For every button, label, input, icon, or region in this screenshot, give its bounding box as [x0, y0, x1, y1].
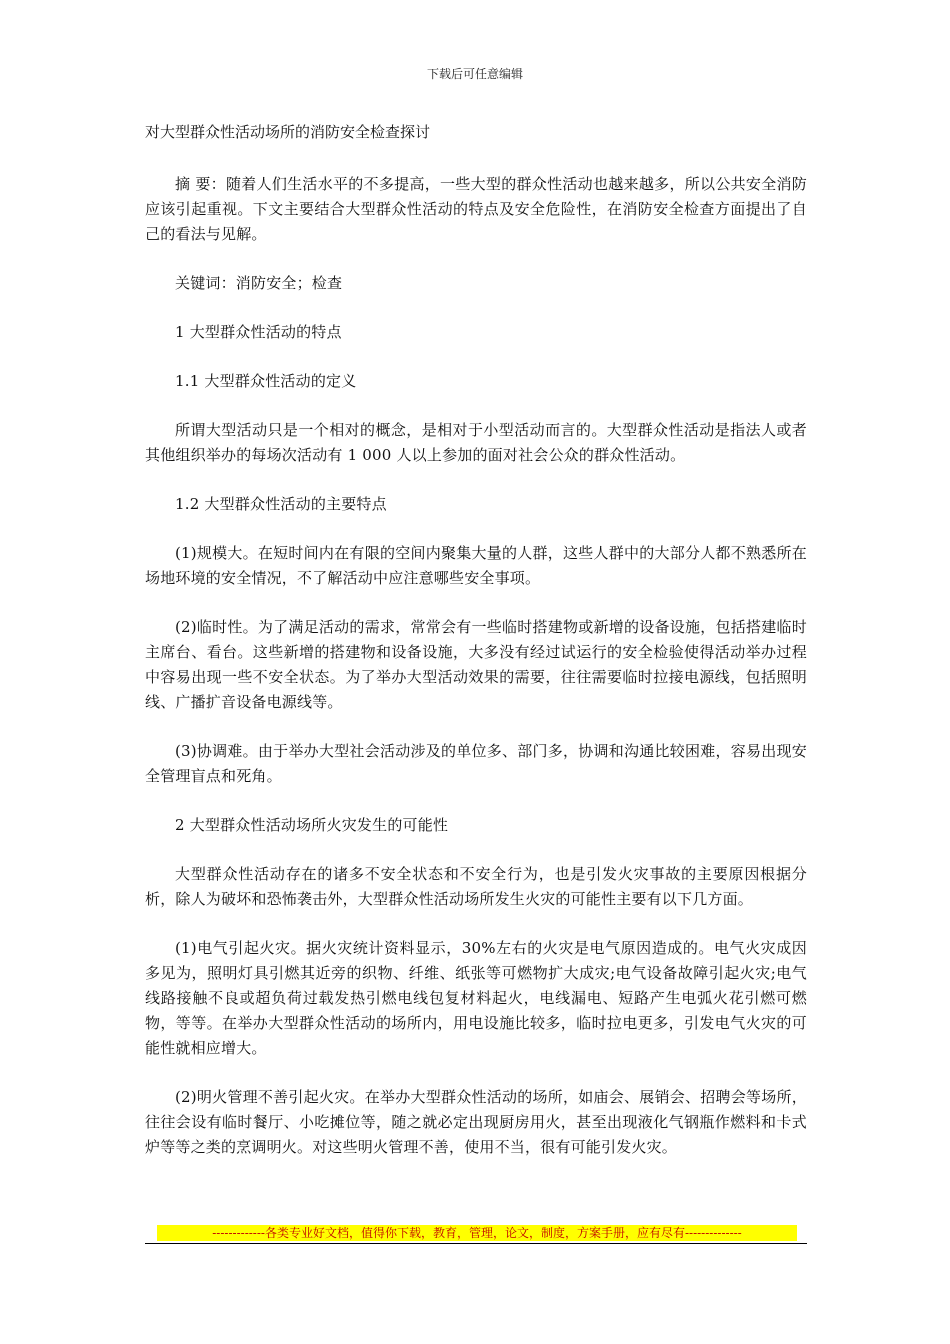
body-paragraph: 大型群众性活动存在的诸多不安全状态和不安全行为，也是引发火灾事故的主要原因根据分析，除人为破坏和恐怖袭击外，大型群众性活动场所发生火灾的可能性主要有以下几方面。 — [145, 865, 807, 908]
body-paragraph: (1)规模大。在短时间内在有限的空间内聚集大量的人群，这些人群中的大部分人都不熟悉所在场地环境的安全情况，不了解活动中应注意哪些安全事项。 — [145, 544, 807, 587]
footer-banner: -------------各类专业好文档，值得你下载，教育，管理，论文，制度，方案手册，应有尽有-------------- — [157, 1225, 797, 1241]
body-paragraph: (3)协调难。由于举办大型社会活动涉及的单位多、部门多，协调和沟通比较困难，容易出现安全管理盲点和死角。 — [145, 742, 807, 785]
page-footer — [145, 1223, 807, 1244]
section-heading: 2 大型群众性活动场所火灾发生的可能性 — [175, 816, 449, 834]
body-paragraph: (2)临时性。为了满足活动的需求，常常会有一些临时搭建物或新增的设备设施，包括搭建临时主席台、看台。这些新增的搭建物和设备设施，大多没有经过试运行的安全检验使得活动举办过程中容易出现一些不安全状态。为了举办大型活动效果的需要，往往需要临时拉接电源线，包括照明线、广播扩音设备电源线等。 — [145, 618, 807, 711]
subsection-heading: 1.2 大型群众性活动的主要特点 — [175, 495, 387, 513]
document-body — [145, 120, 807, 1184]
section-heading: 1 大型群众性活动的特点 — [175, 323, 342, 341]
body-paragraph: (1)电气引起火灾。据火灾统计资料显示，30%左右的火灾是电气原因造成的。电气火灾成因多见为，照明灯具引燃其近旁的织物、纤维、纸张等可燃物扩大成灾;电气设备故障引起火灾;电气线路接触不良或超负荷过载发热引燃电线包复材料起火，电线漏电、短路产生电弧火花引燃可燃物，等等。在举办大型群众性活动的场所内，用电设施比较多，临时拉电更多，引发电气火灾的可能性就相应增大。 — [145, 939, 807, 1057]
document-title: 对大型群众性活动场所的消防安全检查探讨 — [145, 123, 431, 141]
keywords-paragraph: 关键词：消防安全；检查 — [175, 274, 343, 292]
body-paragraph: 所谓大型活动只是一个相对的概念，是相对于小型活动而言的。大型群众性活动是指法人或者其他组织举办的每场次活动有 1 000 人以上参加的面对社会公众的群众性活动。 — [145, 421, 807, 464]
body-paragraph: (2)明火管理不善引起火灾。在举办大型群众性活动的场所，如庙会、展销会、招聘会等场所，往往会设有临时餐厅、小吃摊位等，随之就必定出现厨房用火，甚至出现液化气钢瓶作燃料和卡式炉等等之类的烹调明火。对这些明火管理不善，使用不当，很有可能引发火灾。 — [145, 1088, 807, 1156]
abstract-paragraph: 摘 要：随着人们生活水平的不多提高，一些大型的群众性活动也越来越多，所以公共安全消防应该引起重视。下文主要结合大型群众性活动的特点及安全危险性，在消防安全检查方面提出了自己的看法与见解。 — [145, 175, 807, 243]
page-header: 下载后可任意编辑 — [426, 67, 523, 81]
subsection-heading: 1.1 大型群众性活动的定义 — [175, 372, 357, 390]
